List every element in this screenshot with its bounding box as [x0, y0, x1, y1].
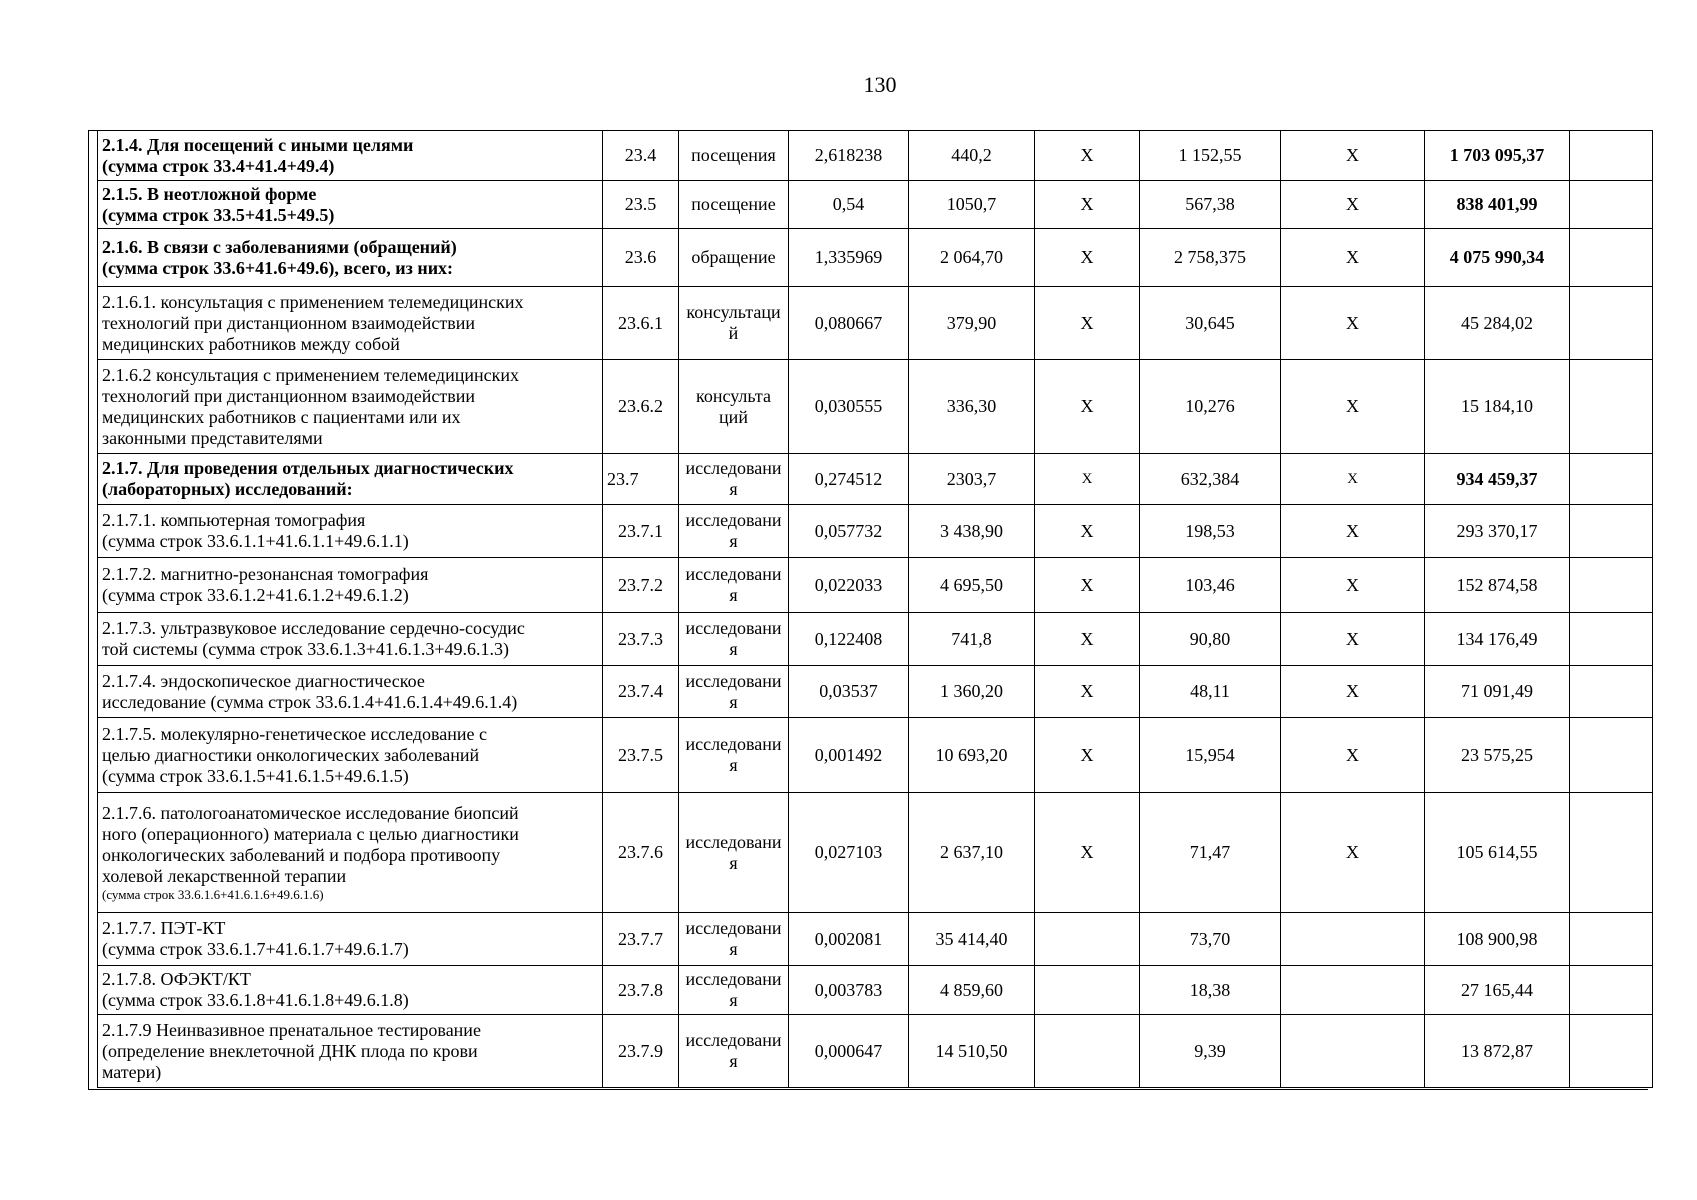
row-unit: исследовани я [679, 718, 789, 793]
row-total: 13 872,87 [1425, 1015, 1570, 1088]
table-row [98, 913, 1653, 966]
row-code: 23.7.2 [603, 558, 679, 613]
row-unit: посещения [679, 131, 789, 181]
financing-table [97, 130, 1653, 1088]
row-x1: X [1035, 558, 1140, 613]
row-cost: 1 360,20 [909, 666, 1035, 718]
row-code: 23.7.3 [603, 613, 679, 666]
row-total: 23 575,25 [1425, 718, 1570, 793]
row-norm: 0,057732 [789, 505, 909, 558]
row-code: 23.7.6 [603, 793, 679, 913]
row-code: 23.6 [603, 229, 679, 287]
table-row [98, 505, 1653, 558]
row-cost: 3 438,90 [909, 505, 1035, 558]
row-unit: исследовани я [679, 793, 789, 913]
row-code: 23.7.5 [603, 718, 679, 793]
page-number: 130 [863, 72, 897, 97]
row-code: 23.5 [603, 181, 679, 229]
row-name: 2.1.4. Для посещений с иными целями (сумма строк 33.4+41.4+49.4) [98, 131, 603, 181]
row-name: 2.1.6. В связи с заболеваниями (обращений) (сумма строк 33.6+41.6+49.6), всего, из них: [98, 229, 603, 287]
row-cost: 336,30 [909, 360, 1035, 454]
row-x2 [1281, 1015, 1425, 1088]
row-cost: 2 637,10 [909, 793, 1035, 913]
row-code: 23.7.8 [603, 966, 679, 1015]
row-unit: исследовани я [679, 505, 789, 558]
table-row [98, 131, 1653, 181]
row-x1: X [1035, 613, 1140, 666]
row-total: 293 370,17 [1425, 505, 1570, 558]
row-total: 15 184,10 [1425, 360, 1570, 454]
row-total: 71 091,49 [1425, 666, 1570, 718]
row-empty-cell [1570, 966, 1653, 1015]
row-total: 1 703 095,37 [1425, 131, 1570, 181]
row-cost: 741,8 [909, 613, 1035, 666]
row-per-capita: 2 758,375 [1140, 229, 1281, 287]
row-per-capita: 1 152,55 [1140, 131, 1281, 181]
row-norm: 0,022033 [789, 558, 909, 613]
row-empty-cell [1570, 181, 1653, 229]
row-code: 23.7.4 [603, 666, 679, 718]
row-per-capita: 73,70 [1140, 913, 1281, 966]
row-per-capita: 15,954 [1140, 718, 1281, 793]
row-norm: 2,618238 [789, 131, 909, 181]
row-x2: X [1281, 718, 1425, 793]
row-name: 2.1.7.5. молекулярно-генетическое исследование с целью диагностики онкологических заболеваний (сумма строк 33.6.1.5+41.6.1.5+49.6.1.5) [98, 718, 603, 793]
table-row [98, 229, 1653, 287]
row-x1: X [1035, 360, 1140, 454]
row-empty-cell [1570, 454, 1653, 505]
row-empty-cell [1570, 287, 1653, 360]
row-unit: исследовани я [679, 613, 789, 666]
row-unit: исследовани я [679, 454, 789, 505]
row-per-capita: 18,38 [1140, 966, 1281, 1015]
row-name: 2.1.5. В неотложной форме (сумма строк 33.5+41.5+49.5) [98, 181, 603, 229]
row-name: 2.1.7.1. компьютерная томография (сумма строк 33.6.1.1+41.6.1.1+49.6.1.1) [98, 505, 603, 558]
row-code: 23.7.1 [603, 505, 679, 558]
row-empty-cell [1570, 793, 1653, 913]
row-name-note: (сумма строк 33.6.1.6+41.6.1.6+49.6.1.6) [102, 886, 324, 902]
row-unit: консульта ций [679, 360, 789, 454]
row-norm: 0,122408 [789, 613, 909, 666]
row-x1 [1035, 966, 1140, 1015]
row-cost: 4 695,50 [909, 558, 1035, 613]
table-row [98, 1015, 1653, 1088]
row-per-capita: 90,80 [1140, 613, 1281, 666]
row-x1: X [1035, 505, 1140, 558]
row-name: 2.1.7.6. патологоанатомическое исследование биопсий ного (операционного) материала с целью диагностики онкологических заболеваний и подбора противоопу холевой лекарственной терапии (сумма строк 33.6.1.6+41.6.1.6+49.6.1.6) [98, 793, 603, 913]
row-name: 2.1.7.8. ОФЭКТ/КТ (сумма строк 33.6.1.8+41.6.1.8+49.6.1.8) [98, 966, 603, 1015]
row-empty-cell [1570, 718, 1653, 793]
row-x1: X [1035, 793, 1140, 913]
row-per-capita: 103,46 [1140, 558, 1281, 613]
row-name: 2.1.7.7. ПЭТ-КТ (сумма строк 33.6.1.7+41.6.1.7+49.6.1.7) [98, 913, 603, 966]
row-unit: исследовани я [679, 1015, 789, 1088]
row-name: 2.1.7. Для проведения отдельных диагностических (лабораторных) исследований: [98, 454, 603, 505]
row-x1: X [1035, 666, 1140, 718]
row-x2: X [1281, 131, 1425, 181]
row-norm: 1,335969 [789, 229, 909, 287]
row-cost: 379,90 [909, 287, 1035, 360]
row-name: 2.1.6.1. консультация с применением телемедицинских технологий при дистанционном взаимодействии медицинских работников между собой [98, 287, 603, 360]
row-code: 23.6.1 [603, 287, 679, 360]
table-row [98, 287, 1653, 360]
row-per-capita: 71,47 [1140, 793, 1281, 913]
row-x2: X [1281, 287, 1425, 360]
row-total: 27 165,44 [1425, 966, 1570, 1015]
row-empty-cell [1570, 1015, 1653, 1088]
row-code: 23.7.9 [603, 1015, 679, 1088]
row-total: 152 874,58 [1425, 558, 1570, 613]
row-x2: X [1281, 613, 1425, 666]
table-row [98, 558, 1653, 613]
row-norm: 0,027103 [789, 793, 909, 913]
row-per-capita: 567,38 [1140, 181, 1281, 229]
row-x1 [1035, 1015, 1140, 1088]
row-x2 [1281, 966, 1425, 1015]
row-unit: исследовани я [679, 558, 789, 613]
row-per-capita: 9,39 [1140, 1015, 1281, 1088]
row-total: 105 614,55 [1425, 793, 1570, 913]
row-x2: X [1281, 558, 1425, 613]
row-empty-cell [1570, 360, 1653, 454]
row-name: 2.1.7.4. эндоскопическое диагностическое исследование (сумма строк 33.6.1.4+41.6.1.4+49.6.1.4) [98, 666, 603, 718]
row-x1: X [1035, 287, 1140, 360]
row-x2: X [1281, 360, 1425, 454]
table-row [98, 360, 1653, 454]
row-name: 2.1.6.2 консультация с применением телемедицинских технологий при дистанционном взаимодействии медицинских работников с пациентами или их законными представителями [98, 360, 603, 454]
row-cost: 2303,7 [909, 454, 1035, 505]
row-cost: 10 693,20 [909, 718, 1035, 793]
row-x2: X [1281, 505, 1425, 558]
row-cost: 440,2 [909, 131, 1035, 181]
row-per-capita: 198,53 [1140, 505, 1281, 558]
row-code: 23.4 [603, 131, 679, 181]
row-empty-cell [1570, 913, 1653, 966]
row-x2: X [1281, 454, 1425, 505]
table-row [98, 793, 1653, 913]
row-code: 23.6.2 [603, 360, 679, 454]
row-code: 23.7.7 [603, 913, 679, 966]
row-per-capita: 10,276 [1140, 360, 1281, 454]
row-empty-cell [1570, 131, 1653, 181]
row-total: 134 176,49 [1425, 613, 1570, 666]
row-cost: 35 414,40 [909, 913, 1035, 966]
row-empty-cell [1570, 229, 1653, 287]
row-empty-cell [1570, 505, 1653, 558]
table-row [98, 613, 1653, 666]
row-x1: X [1035, 718, 1140, 793]
row-total: 838 401,99 [1425, 181, 1570, 229]
row-unit: обращение [679, 229, 789, 287]
row-name: 2.1.7.3. ультразвуковое исследование сердечно-сосудис той системы (сумма строк 33.6.1.3+41.6.1.3+49.6.1.3) [98, 613, 603, 666]
row-per-capita: 30,645 [1140, 287, 1281, 360]
row-norm: 0,080667 [789, 287, 909, 360]
row-name: 2.1.7.2. магнитно-резонансная томография (сумма строк 33.6.1.2+41.6.1.2+49.6.1.2) [98, 558, 603, 613]
row-total: 934 459,37 [1425, 454, 1570, 505]
row-unit: исследовани я [679, 666, 789, 718]
row-norm: 0,002081 [789, 913, 909, 966]
row-empty-cell [1570, 666, 1653, 718]
row-per-capita: 48,11 [1140, 666, 1281, 718]
row-total: 108 900,98 [1425, 913, 1570, 966]
row-cost: 1050,7 [909, 181, 1035, 229]
row-x1: X [1035, 131, 1140, 181]
row-x2: X [1281, 666, 1425, 718]
row-cost: 14 510,50 [909, 1015, 1035, 1088]
row-unit: посещение [679, 181, 789, 229]
table-row [98, 181, 1653, 229]
row-empty-cell [1570, 558, 1653, 613]
row-norm: 0,030555 [789, 360, 909, 454]
row-norm: 0,001492 [789, 718, 909, 793]
row-norm: 0,54 [789, 181, 909, 229]
row-total: 45 284,02 [1425, 287, 1570, 360]
row-norm: 0,000647 [789, 1015, 909, 1088]
row-x1 [1035, 913, 1140, 966]
table-row [98, 718, 1653, 793]
row-empty-cell [1570, 613, 1653, 666]
table-row [98, 454, 1653, 505]
row-total: 4 075 990,34 [1425, 229, 1570, 287]
row-norm: 0,274512 [789, 454, 909, 505]
row-x2: X [1281, 181, 1425, 229]
row-x2 [1281, 913, 1425, 966]
row-unit: консультаци й [679, 287, 789, 360]
row-code: 23.7 [603, 454, 679, 505]
row-norm: 0,003783 [789, 966, 909, 1015]
row-x1: X [1035, 181, 1140, 229]
table-row [98, 966, 1653, 1015]
table-row [98, 666, 1653, 718]
row-name: 2.1.7.9 Неинвазивное пренатальное тестирование (определение внеклеточной ДНК плода по крови матери) [98, 1015, 603, 1088]
row-cost: 2 064,70 [909, 229, 1035, 287]
row-per-capita: 632,384 [1140, 454, 1281, 505]
row-x1: X [1035, 454, 1140, 505]
row-norm: 0,03537 [789, 666, 909, 718]
row-x2: X [1281, 793, 1425, 913]
row-x2: X [1281, 229, 1425, 287]
row-x1: X [1035, 229, 1140, 287]
row-unit: исследовани я [679, 913, 789, 966]
row-cost: 4 859,60 [909, 966, 1035, 1015]
row-unit: исследовани я [679, 966, 789, 1015]
